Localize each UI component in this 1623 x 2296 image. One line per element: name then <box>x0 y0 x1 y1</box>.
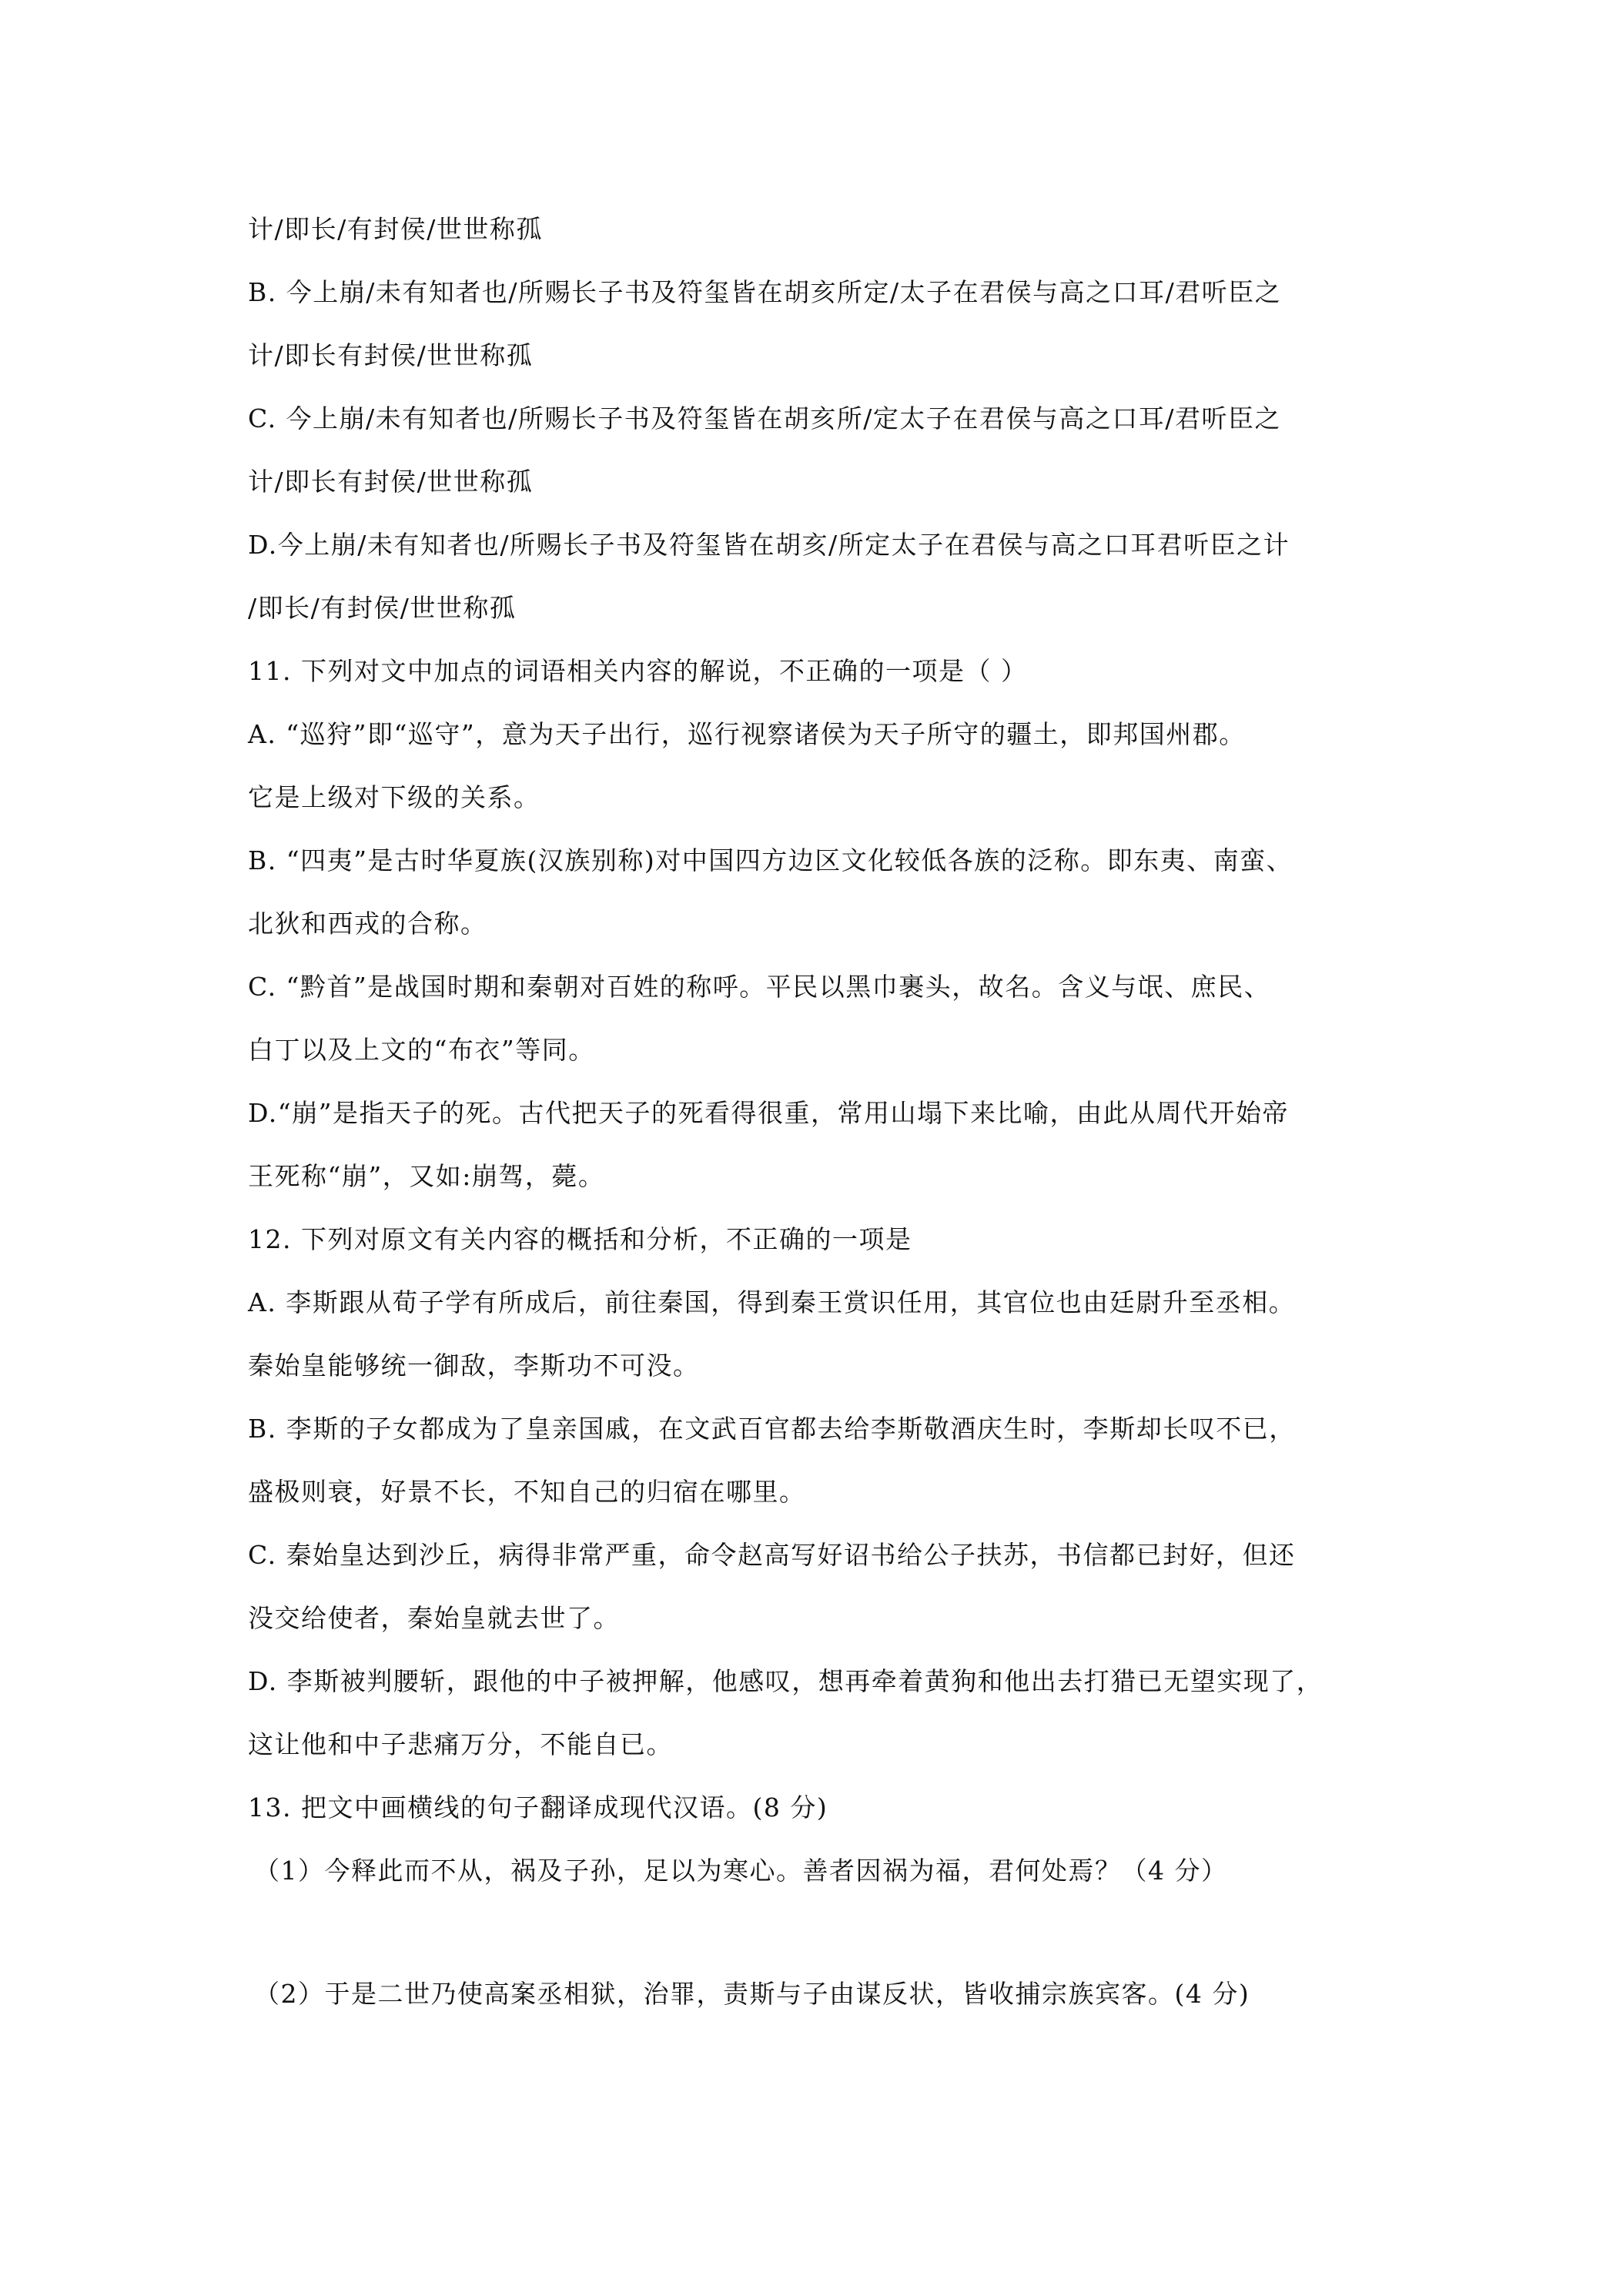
q12-option-b-line1: B. 李斯的子女都成为了皇亲国戚，在文武百官都去给李斯敬酒庆生时，李斯却长叹不已， <box>248 1414 1296 1444</box>
q12-option-a-line1: A. 李斯跟从荀子学有所成后，前往秦国，得到秦王赏识任用，其官位也由廷尉升至丞相。 <box>248 1287 1296 1317</box>
q10-option-b-line2: 计/即长有封侯/世世称孤 <box>248 340 534 370</box>
q11-stem: 11. 下列对文中加点的词语相关内容的解说，不正确的一项是（ ） <box>248 656 1028 686</box>
q12-option-c-line2: 没交给使者，秦始皇就去世了。 <box>248 1603 620 1633</box>
q10-option-d-line2: /即长/有封侯/世世称孤 <box>248 593 517 623</box>
q12-option-d-line1: D. 李斯被判腰斩，跟他的中子被押解，他感叹，想再牵着黄狗和他出去打猎已无望实现了， <box>248 1666 1323 1696</box>
q10-option-a-continuation: 计/即长/有封侯/世世称孤 <box>248 214 543 244</box>
q11-option-a-line1: A. “巡狩”即“巡守”，意为天子出行，巡行视察诸侯为天子所守的疆土，即邦国州郡。 <box>248 719 1246 749</box>
q12-option-a-line2: 秦始皇能够统一御敌，李斯功不可没。 <box>248 1350 700 1381</box>
q10-option-c-line1: C. 今上崩/未有知者也/所赐长子书及符玺皆在胡亥所/定太子在君侯与高之口耳/君听臣之 <box>248 403 1282 433</box>
q12-option-c-line1: C. 秦始皇达到沙丘，病得非常严重，命令赵高写好诏书给公子扶苏，书信都已封好，但还 <box>248 1540 1296 1570</box>
q12-option-d-line2: 这让他和中子悲痛万分，不能自已。 <box>248 1729 673 1759</box>
q10-option-c-line2: 计/即长有封侯/世世称孤 <box>248 467 534 497</box>
q11-option-b-line1: B. “四夷”是古时华夏族(汉族别称)对中国四方边区文化较低各族的泛称。即东夷、南蛮、 <box>248 845 1293 875</box>
q13-item-1: （1）今释此而不从，祸及子孙，足以为寒心。善者因祸为福，君何处焉？（4 分） <box>254 1856 1228 1886</box>
q12-option-b-line2: 盛极则衰，好景不长，不知自己的归宿在哪里。 <box>248 1477 806 1507</box>
q11-option-a-line2: 它是上级对下级的关系。 <box>248 782 540 812</box>
q11-option-c-line2: 白丁以及上文的“布衣”等同。 <box>248 1035 595 1065</box>
q11-option-b-line2: 北狄和西戎的合称。 <box>248 909 487 939</box>
q13-stem: 13. 把文中画横线的句子翻译成现代汉语。(8 分) <box>248 1792 828 1822</box>
q12-stem: 12. 下列对原文有关内容的概括和分析，不正确的一项是 <box>248 1224 912 1254</box>
q10-option-b-line1: B. 今上崩/未有知者也/所赐长子书及符玺皆在胡亥所定/太子在君侯与高之口耳/君听臣之 <box>248 277 1282 307</box>
q10-option-d-line1: D.今上崩/未有知者也/所赐长子书及符玺皆在胡亥/所定太子在君侯与高之口耳君听臣之计 <box>248 530 1290 560</box>
q11-option-c-line1: C. “黔首”是战国时期和秦朝对百姓的称呼。平民以黑巾裹头，故名。含义与氓、庶民、 <box>248 972 1271 1002</box>
q11-option-d-line2: 王死称“崩”，又如:崩驾，薨。 <box>248 1161 605 1191</box>
q13-item-2: （2）于是二世乃使高案丞相狱，治罪，责斯与子由谋反状，皆收捕宗族宾客。(4 分) <box>254 1979 1250 2009</box>
q11-option-d-line1: D.“崩”是指天子的死。古代把天子的死看得很重，常用山塌下来比喻，由此从周代开始帝 <box>248 1098 1290 1128</box>
